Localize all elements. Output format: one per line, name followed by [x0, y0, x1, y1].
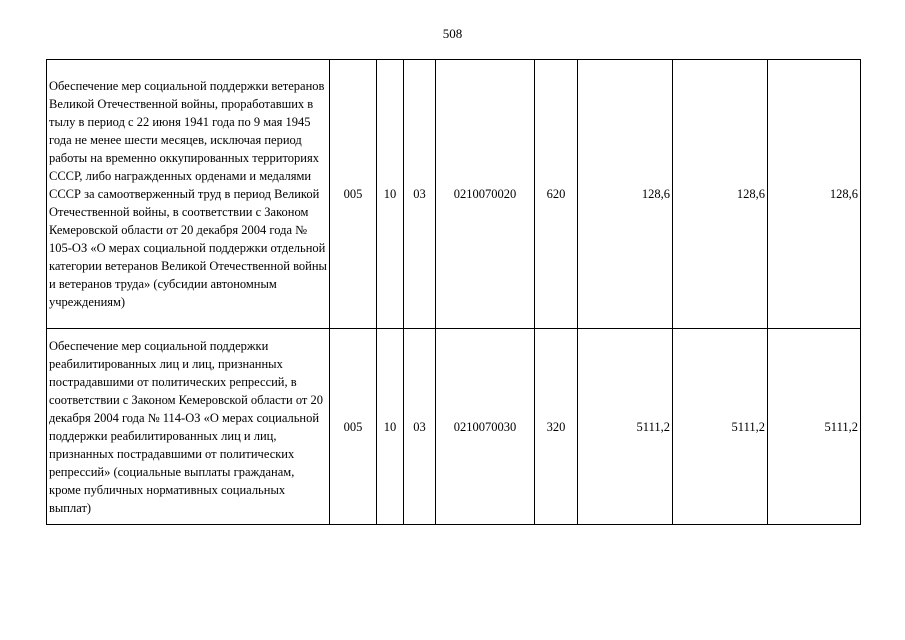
section-code: 10 [377, 329, 404, 525]
row-description: Обеспечение мер социальной поддержки реабилитированных лиц и лиц, признанных пострадавшими от политических репрессий, в соответствии с Законом Кемеровской области от 20 декабря 2004 года № 114-ОЗ «О мерах социальной поддержки реабилитированных лиц и лиц, признанных пострадавшими от политических репрессий» (социальные выплаты гражданам, кроме публичных нормативных социальных выплат) [47, 329, 330, 525]
subsection-code: 03 [404, 60, 436, 329]
expense-type-code: 620 [535, 60, 578, 329]
subsection-code: 03 [404, 329, 436, 525]
target-article-code: 0210070020 [436, 60, 535, 329]
amount-year-2: 5111,2 [673, 329, 768, 525]
row-description: Обеспечение мер социальной поддержки ветеранов Великой Отечественной войны, проработавших в тылу в период с 22 июня 1941 года по 9 мая 1945 года не менее шести месяцев, исключая период работы на временно оккупированных территориях СССР, либо награжденных орденами и медалями СССР за самоотверженный труд в период Великой Отечественной войны, в соответствии с Законом Кемеровской области от 20 декабря 2004 года № 105-ОЗ «О мерах социальной поддержки отдельной категории ветеранов Великой Отечественной войны и ветеранов труда» (субсидии автономным учреждениям) [47, 60, 330, 329]
section-code: 10 [377, 60, 404, 329]
expense-type-code: 320 [535, 329, 578, 525]
amount-year-3: 128,6 [768, 60, 861, 329]
target-article-code: 0210070030 [436, 329, 535, 525]
amount-year-3: 5111,2 [768, 329, 861, 525]
budget-table [46, 59, 861, 525]
ministry-code: 005 [330, 60, 377, 329]
table-row [47, 329, 861, 525]
table-row [47, 60, 861, 329]
ministry-code: 005 [330, 329, 377, 525]
amount-year-1: 5111,2 [578, 329, 673, 525]
amount-year-2: 128,6 [673, 60, 768, 329]
page-number: 508 [442, 26, 463, 41]
amount-year-1: 128,6 [578, 60, 673, 329]
